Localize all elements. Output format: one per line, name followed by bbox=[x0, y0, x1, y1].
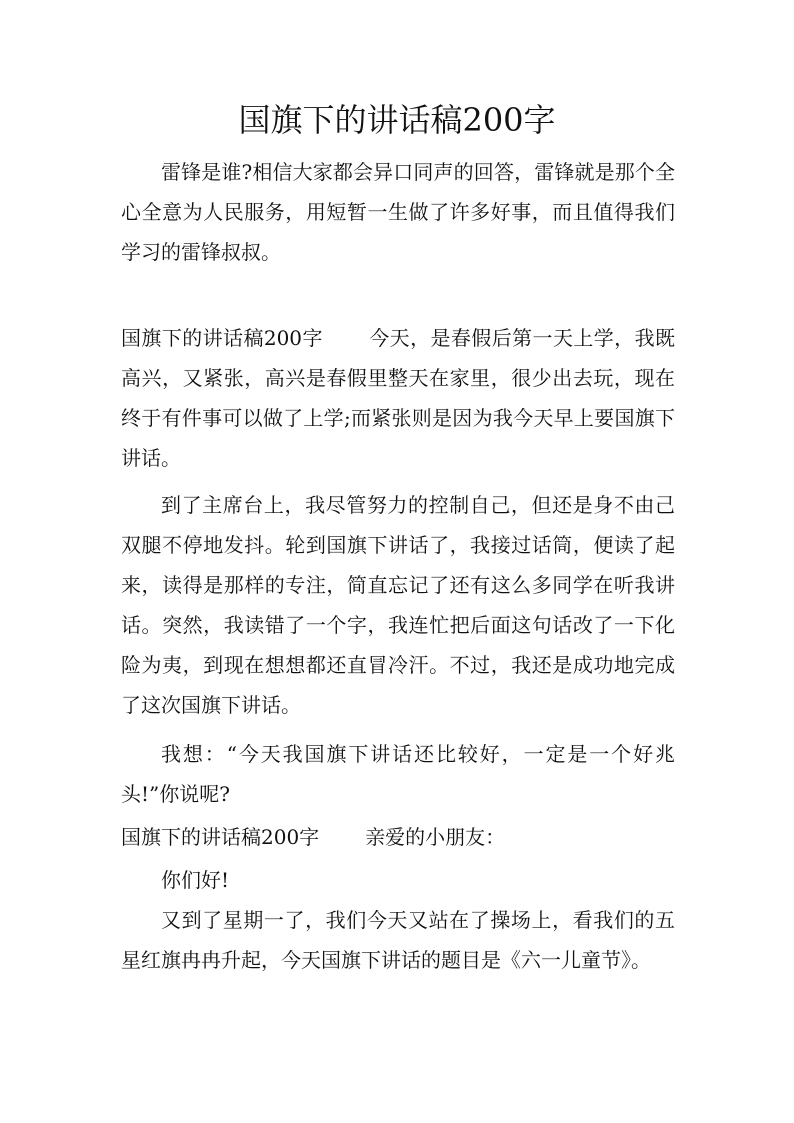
paragraph-speech-2 bbox=[121, 817, 675, 857]
section-heading-2: 国旗下的讲话稿200字 bbox=[121, 825, 320, 849]
salutation: 亲爱的小朋友： bbox=[365, 825, 506, 849]
paragraph-podium: 到了主席台上，我尽管努力的控制自己，但还是身不由己双腿不停地发抖。轮到国旗下讲话了，我接过话筒，便读了起来，读得是那样的专注，简直忘记了还有这么多同学在听我讲话。突然，我读错了一个字，我连忙把后面这句话改了一下化险为夷，到现在想想都还直冒冷汗。不过，我还是成功地完成了这次国旗下讲话。 bbox=[121, 493, 675, 717]
greeting: 你们好! bbox=[161, 868, 230, 892]
document-title: 国旗下的讲话稿200字 bbox=[238, 101, 556, 139]
paragraph-thought: 我想：“今天我国旗下讲话还比较好，一定是一个好兆头!”你说呢? bbox=[121, 742, 675, 806]
paragraph-leifeng-intro: 雷锋是谁?相信大家都会异口同声的回答，雷锋就是那个全心全意为人民服务，用短暂一生做了许多好事，而且值得我们学习的雷锋叔叔。 bbox=[121, 160, 675, 264]
paragraph-speech-1-text: 今天，是春假后第一天上学，我既高兴，又紧张，高兴是春假里整天在家里，很少出去玩，现在终于有件事可以做了上学;而紧张则是因为我今天早上要国旗下讲话。 bbox=[121, 326, 675, 470]
section-heading-1: 国旗下的讲话稿200字 bbox=[121, 326, 323, 350]
paragraph-childrens-day: 又到了星期一了，我们今天又站在了操场上，看我们的五星红旗冉冉升起，今天国旗下讲话的题目是《六一儿童节》。 bbox=[121, 908, 675, 972]
paragraph-speech-1 bbox=[121, 318, 675, 478]
